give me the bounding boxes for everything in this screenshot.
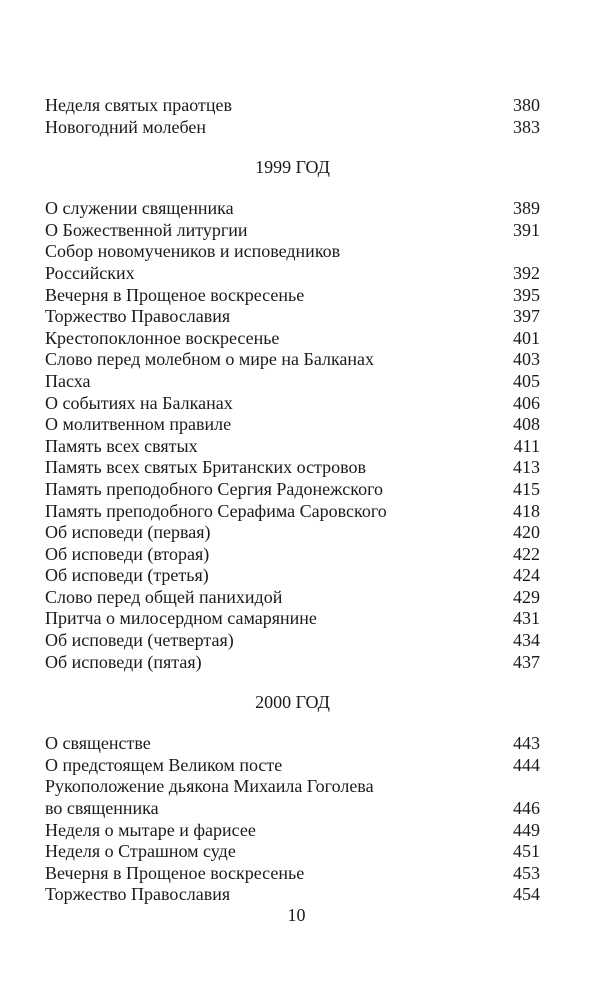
toc-entry-title: Торжество Православия bbox=[45, 884, 231, 905]
toc-entry bbox=[45, 328, 540, 350]
toc-entry-page: 434 bbox=[513, 630, 540, 651]
toc-entry bbox=[45, 544, 540, 566]
toc-entry bbox=[45, 863, 540, 885]
toc-entry-page: 408 bbox=[513, 414, 540, 435]
toc-entry-page: 449 bbox=[513, 819, 540, 840]
page-number: 10 bbox=[287, 905, 306, 925]
toc-entry-title: О священстве bbox=[45, 733, 151, 754]
toc-entry-page: 429 bbox=[513, 586, 540, 607]
toc-entry bbox=[45, 884, 540, 906]
toc-entry-page: 443 bbox=[513, 733, 540, 754]
toc-entry-page: 391 bbox=[513, 219, 540, 240]
toc-entry bbox=[45, 820, 540, 842]
toc-entry bbox=[45, 220, 540, 242]
toc-entry-title: Об исповеди (вторая) bbox=[45, 543, 210, 564]
table-of-contents bbox=[45, 95, 540, 906]
toc-entry-title: Слово перед общей панихидой bbox=[45, 586, 283, 607]
toc-entry bbox=[45, 371, 540, 393]
toc-entry-title-continuation: Российских bbox=[45, 262, 135, 283]
toc-entry-title: Новогодний молебен bbox=[45, 116, 207, 137]
toc-entry-title: Торжество Православия bbox=[45, 306, 231, 327]
toc-entry-title: Об исповеди (четвертая) bbox=[45, 630, 234, 651]
toc-entry-title-continuation: во священника bbox=[45, 798, 159, 819]
toc-entry bbox=[45, 95, 540, 117]
toc-entry bbox=[45, 776, 540, 819]
toc-entry-title: Память преподобного Серафима Саровского bbox=[45, 500, 387, 521]
toc-entry bbox=[45, 608, 540, 630]
toc-entry-page: 422 bbox=[513, 543, 540, 564]
toc-entry bbox=[45, 306, 540, 328]
toc-entry-page: 454 bbox=[513, 884, 540, 905]
toc-entry-title: Неделя святых праотцев bbox=[45, 95, 233, 115]
toc-entry-page: 451 bbox=[513, 841, 540, 862]
toc-entry-title: О событиях на Балканах bbox=[45, 392, 233, 413]
toc-entry-title: Неделя о Страшном суде bbox=[45, 841, 236, 862]
toc-entry-title: О молитвенном правиле bbox=[45, 414, 232, 435]
toc-entry bbox=[45, 285, 540, 307]
toc-entry bbox=[45, 414, 540, 436]
toc-entry-title: Крестопоклонное воскресенье bbox=[45, 327, 280, 348]
toc-entry-page: 444 bbox=[513, 754, 540, 775]
toc-entry-page: 403 bbox=[513, 349, 540, 370]
toc-entry bbox=[45, 501, 540, 523]
toc-entry-title: Об исповеди (третья) bbox=[45, 565, 209, 586]
toc-entry bbox=[45, 479, 540, 501]
toc-entry-title: Пасха bbox=[45, 370, 91, 391]
toc-entry bbox=[45, 349, 540, 371]
toc-entry-page: 395 bbox=[513, 284, 540, 305]
toc-entry-title: Рукоположение дьякона Михаила Гоголева bbox=[45, 776, 374, 797]
toc-entry bbox=[45, 733, 540, 755]
toc-entry-page: 418 bbox=[513, 500, 540, 521]
toc-entry bbox=[45, 117, 540, 139]
toc-entry bbox=[45, 393, 540, 415]
toc-entry-page: 397 bbox=[513, 306, 540, 327]
toc-entry-page: 406 bbox=[513, 392, 540, 413]
toc-entry-page: 431 bbox=[513, 608, 540, 629]
toc-entry-page: 413 bbox=[513, 457, 540, 478]
toc-entry-title: Память всех святых Британских островов bbox=[45, 457, 367, 478]
toc-entry-title: О предстоящем Великом посте bbox=[45, 754, 283, 775]
toc-entry bbox=[45, 436, 540, 458]
toc-entry-page: 437 bbox=[513, 651, 540, 672]
toc-entry-page: 420 bbox=[513, 522, 540, 543]
section-heading: 1999 ГОД bbox=[255, 157, 330, 178]
toc-entry-title: О служении священника bbox=[45, 198, 234, 219]
toc-entry-page: 392 bbox=[513, 262, 540, 283]
toc-entry-title: Собор новомучеников и исповедников bbox=[45, 241, 341, 262]
toc-entry-title: Притча о милосердном самарянине bbox=[45, 608, 317, 629]
toc-entry bbox=[45, 198, 540, 220]
toc-entry bbox=[45, 630, 540, 652]
toc-entry-page: 405 bbox=[513, 370, 540, 391]
toc-entry-page: 380 bbox=[513, 95, 540, 115]
toc-entry-title: О Божественной литургии bbox=[45, 219, 248, 240]
toc-entry-title: Память преподобного Сергия Радонежского bbox=[45, 478, 384, 499]
toc-entry-page: 424 bbox=[513, 565, 540, 586]
toc-entry bbox=[45, 587, 540, 609]
toc-entry-page: 401 bbox=[513, 327, 540, 348]
toc-entry-title: Вечерня в Прощеное воскресенье bbox=[45, 862, 305, 883]
toc-entry bbox=[45, 457, 540, 479]
toc-entry-page: 446 bbox=[513, 798, 540, 819]
toc-entry-title: Слово перед молебном о мире на Балканах bbox=[45, 349, 375, 370]
toc-entry bbox=[45, 652, 540, 674]
toc-entry-title: Об исповеди (пятая) bbox=[45, 651, 202, 672]
toc-entry-title: Неделя о мытаре и фарисее bbox=[45, 819, 256, 840]
toc-entry bbox=[45, 241, 540, 284]
toc-entry-page: 411 bbox=[513, 435, 540, 456]
toc-entry-title: Память всех святых bbox=[45, 435, 198, 456]
toc-entry bbox=[45, 755, 540, 777]
toc-entry bbox=[45, 841, 540, 863]
toc-entry bbox=[45, 522, 540, 544]
toc-entry-title: Об исповеди (первая) bbox=[45, 522, 211, 543]
toc-entry-page: 389 bbox=[513, 198, 540, 219]
toc-entry-page: 415 bbox=[513, 478, 540, 499]
toc-entry-page: 383 bbox=[513, 116, 540, 137]
toc-entry-title: Вечерня в Прощеное воскресенье bbox=[45, 284, 305, 305]
toc-entry bbox=[45, 565, 540, 587]
toc-entry-page: 453 bbox=[513, 862, 540, 883]
section-heading: 2000 ГОД bbox=[255, 692, 330, 713]
